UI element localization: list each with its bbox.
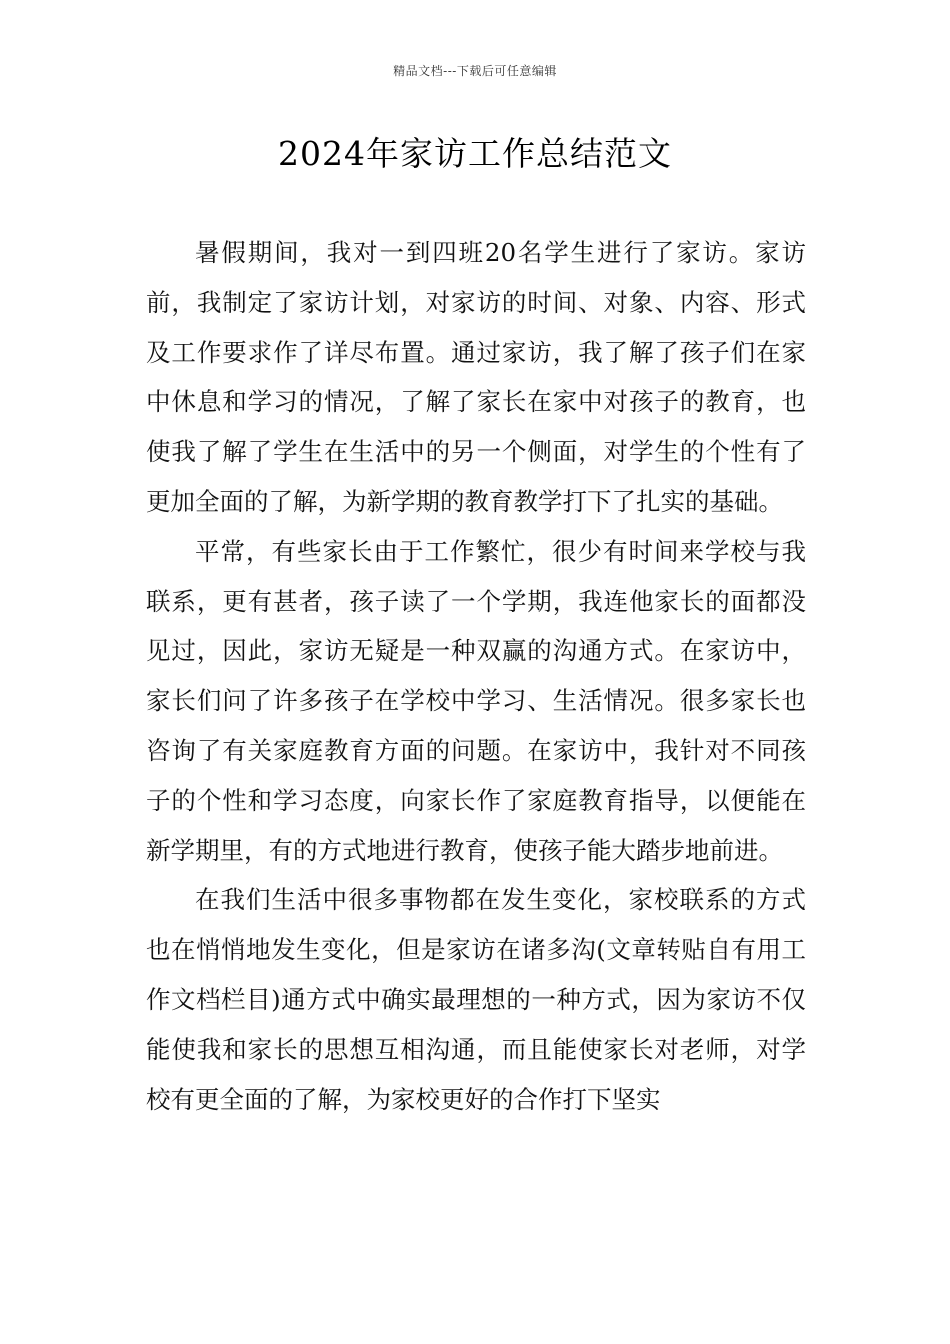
header-note: 精品文档---下载后可任意编辑 (393, 64, 557, 78)
document-body (146, 228, 806, 1124)
document-title: 2024年家访工作总结范文 (278, 134, 672, 173)
paragraph-1: 暑假期间，我对一到四班20名学生进行了家访。家访前，我制定了家访计划，对家访的时间、对象、内容、形式及工作要求作了详尽布置。通过家访，我了解了孩子们在家中休息和学习的情况，了解了家长在家中对孩子的教育，也使我了解了学生在生活中的另一个侧面，对学生的个性有了更加全面的了解，为新学期的教育教学打下了扎实的基础。 (146, 238, 806, 516)
paragraph-3: 在我们生活中很多事物都在发生变化，家校联系的方式也在悄悄地发生变化，但是家访在诸多沟(文章转贴自有用工作文档栏目)通方式中确实最理想的一种方式，因为家访不仅能使我和家长的思想互相沟通，而且能使家长对老师，对学校有更全面的了解，为家校更好的合作打下坚实 (146, 885, 806, 1114)
paragraph-2: 平常，有些家长由于工作繁忙，很少有时间来学校与我联系，更有甚者，孩子读了一个学期，我连他家长的面都没见过，因此，家访无疑是一种双赢的沟通方式。在家访中，家长们问了许多孩子在学校中学习、生活情况。很多家长也咨询了有关家庭教育方面的问题。在家访中，我针对不同孩子的个性和学习态度，向家长作了家庭教育指导，以便能在新学期里，有的方式地进行教育，使孩子能大踏步地前进。 (146, 536, 806, 865)
